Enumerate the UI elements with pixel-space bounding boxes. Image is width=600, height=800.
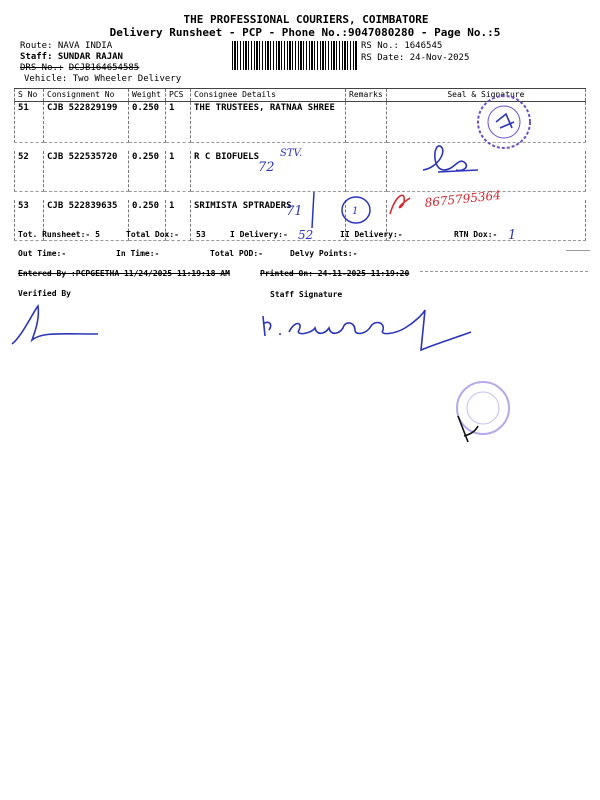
in-time-label: In Time:- [116, 249, 160, 258]
out-time-label: Out Time:- [18, 249, 67, 258]
route-label: Route: NAVA INDIA [20, 41, 113, 51]
cell-remarks [346, 151, 387, 192]
col-consignee: Consignee Details [191, 89, 346, 102]
drs-label: DRS No.: [20, 63, 64, 73]
signature-row-52 [418, 140, 488, 180]
drs-value: DCJB164654585 [68, 63, 140, 73]
col-consignment: Consignment No [44, 89, 129, 102]
cell-consignee: R C BIOFUELS [191, 151, 346, 192]
staff-signature [255, 300, 480, 360]
staff-label: Staff: SUNDAR RAJAN [20, 52, 123, 62]
total-pod-label: Total POD:- [210, 249, 263, 258]
printed-on: Printed On: 24-11-2025 11:19:20 [260, 269, 410, 278]
cell-consignment: CJB 522829199 [44, 102, 129, 143]
delvy-points-label: Delvy Points:- [290, 249, 358, 258]
cell-consignee: THE TRUSTEES, RATNAA SHREE [191, 102, 346, 143]
cell-remarks [346, 102, 387, 143]
i-delivery-label: I Delivery:- [230, 230, 288, 239]
handwritten-circled-number: 1 [352, 206, 359, 217]
cell-pcs: 1 [166, 102, 191, 143]
col-weight: Weight [129, 89, 166, 102]
handwritten-count: 72 [258, 160, 275, 175]
cell-sno: 52 [15, 151, 44, 192]
cell-sno: 53 [15, 200, 44, 241]
drs-row [20, 63, 139, 73]
company-title: THE PROFESSIONAL COURIERS, COIMBATORE [183, 13, 429, 26]
divider [420, 271, 588, 272]
handwritten-phone: 8675795364 [424, 188, 502, 210]
tot-runsheet: Tot. Runsheet:- 5 [18, 230, 100, 239]
rtn-dox-value: 1 [508, 228, 517, 243]
rs-number: RS No.: 1646545 [361, 41, 443, 51]
cell-sno: 51 [15, 102, 44, 143]
cell-pcs: 1 [166, 151, 191, 192]
barcode-image [232, 41, 357, 70]
runsheet-title: Delivery Runsheet - PCP - Phone No.:9047080280 - Page No.:5 [109, 26, 501, 39]
staff-signature-label: Staff Signature [270, 290, 343, 299]
divider [566, 250, 590, 251]
col-seal: Seal & Signature [386, 89, 585, 102]
i-delivery-value: 52 [298, 228, 314, 242]
col-pcs: PCS [166, 89, 191, 102]
vehicle-label: Vehicle: Two Wheeler Delivery [24, 74, 182, 84]
handwritten-count: 71 [286, 204, 303, 219]
cell-pcs: 1 [166, 200, 191, 241]
cell-weight: 0.250 [129, 151, 166, 192]
col-remarks: Remarks [346, 89, 387, 102]
handwritten-red-mark [386, 188, 416, 218]
cell-consignment: CJB 522839635 [44, 200, 129, 241]
ii-delivery-label: II Delivery:- [340, 230, 403, 239]
rs-date: RS Date: 24-Nov-2025 [361, 53, 470, 63]
rtn-dox-label: RTN Dox:- [454, 230, 498, 239]
cell-weight: 0.250 [129, 200, 166, 241]
cell-consignee: SRIMISTA SPTRADERS [191, 200, 346, 241]
verified-signature [8, 300, 108, 350]
cell-weight: 0.250 [129, 102, 166, 143]
total-dox-value: 53 [196, 230, 206, 239]
cell-consignment: CJB 522535720 [44, 151, 129, 192]
entered-by: Entered By :PCPGEETHA 11/24/2025 11:19:18 AM [18, 269, 230, 278]
verified-by-label: Verified By [18, 289, 71, 298]
handwritten-marks [300, 190, 380, 230]
company-seal-stamp [448, 376, 518, 446]
col-sno: S No [15, 89, 44, 102]
total-dox-label: Total Dox:- [126, 230, 179, 239]
handwritten-note: STV. [280, 148, 303, 159]
